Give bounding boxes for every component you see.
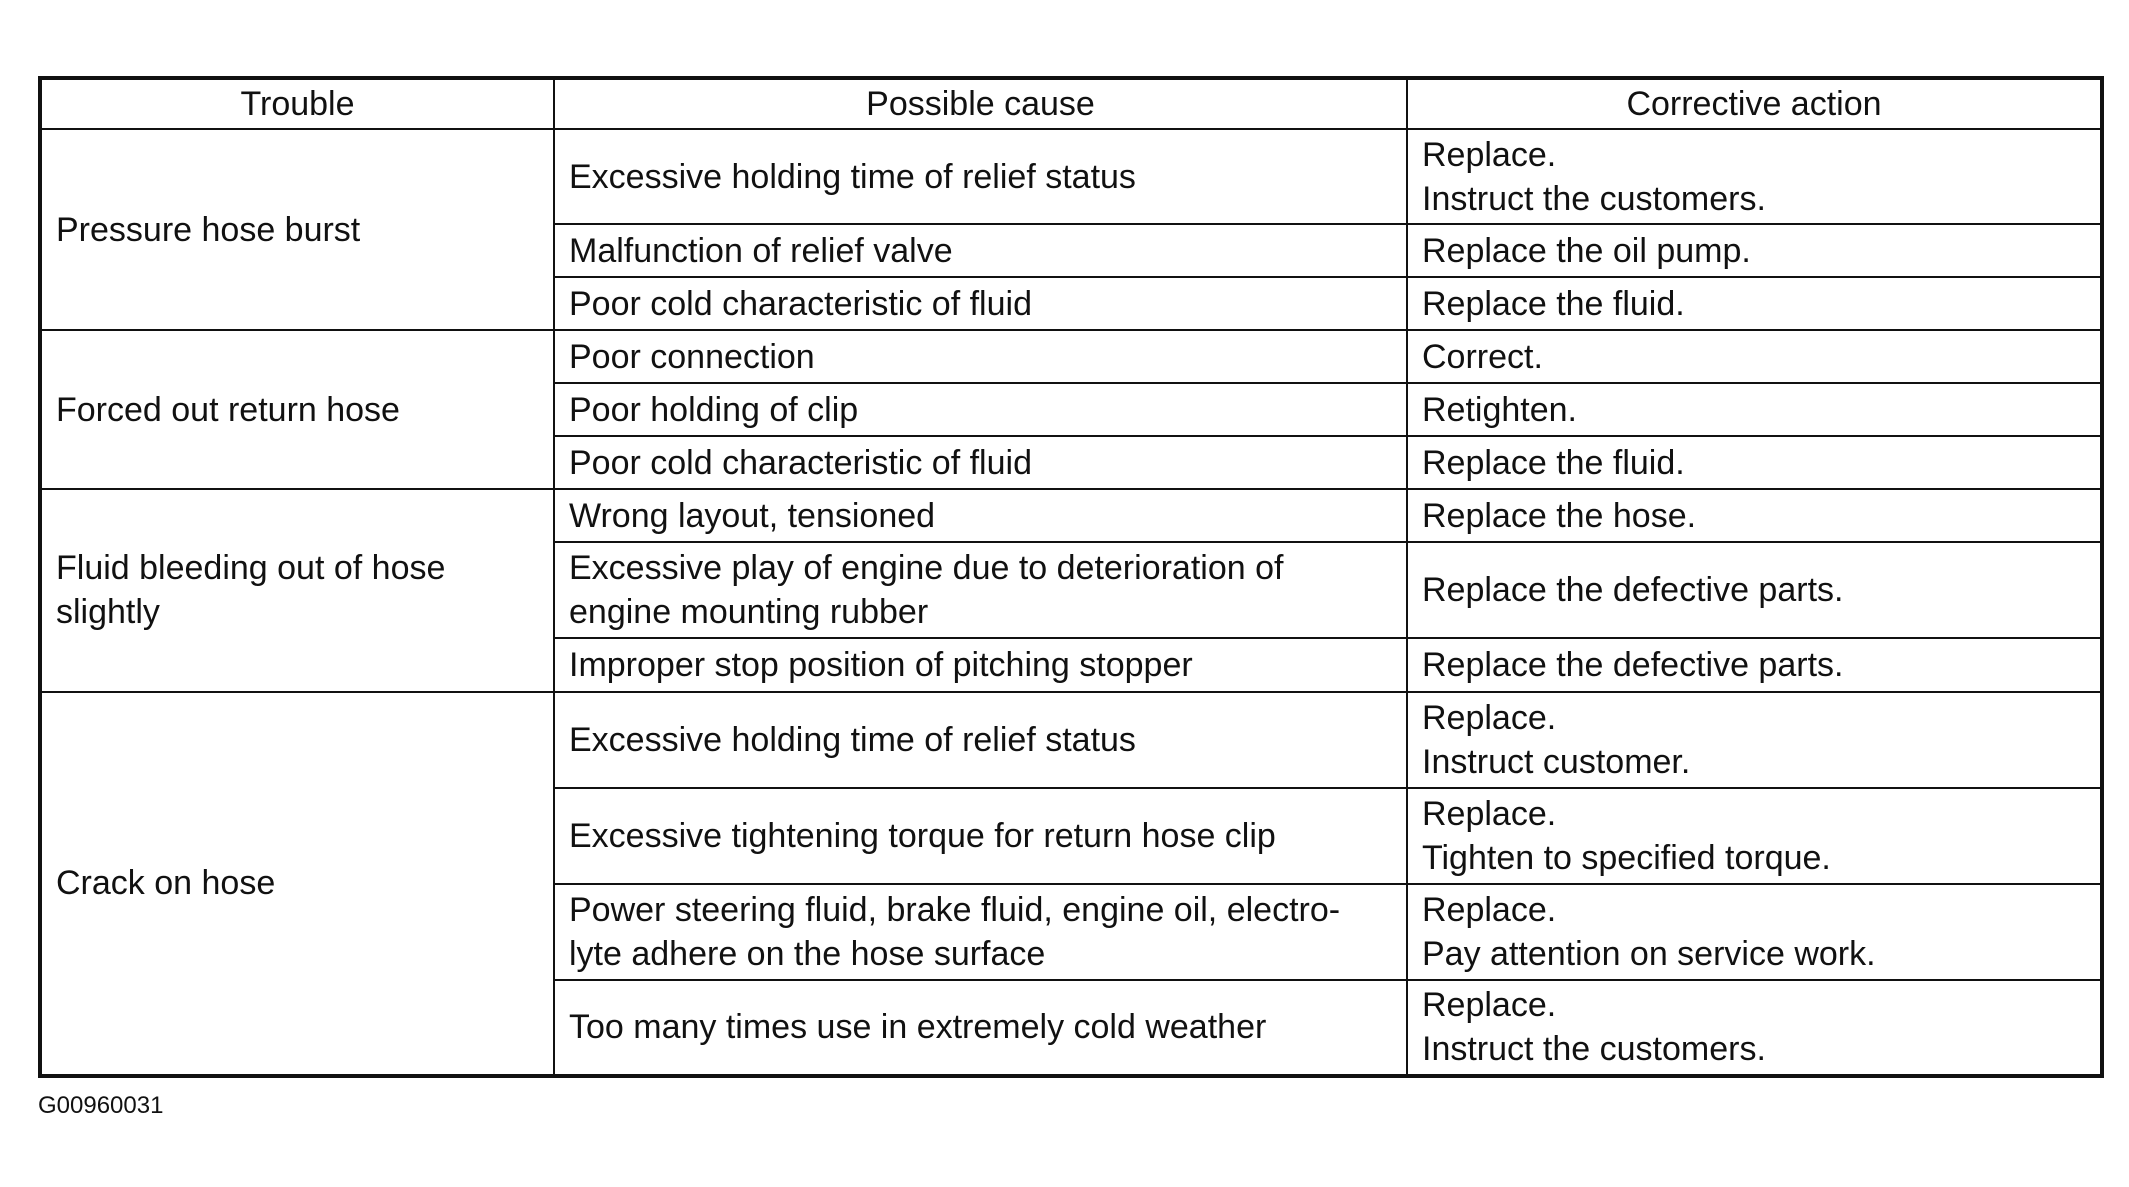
action-cell [1407, 884, 2102, 980]
cause-cell: Wrong layout, tensioned [554, 489, 1407, 542]
cause-cell: Excessive tightening torque for return hose clip [554, 788, 1407, 884]
action-line: Correct. [1422, 337, 1543, 376]
header-trouble: Trouble [40, 78, 554, 129]
cause-cell: Poor holding of clip [554, 383, 1407, 436]
table-row [40, 489, 2102, 542]
action-line: Instruct customer. [1422, 742, 1691, 781]
action-cell [1407, 277, 2102, 330]
cause-cell: Power steering fluid, brake fluid, engine oil, electro-lyte adhere on the hose surface [554, 884, 1407, 980]
cause-cell: Malfunction of relief valve [554, 224, 1407, 277]
cause-cell: Too many times use in extremely cold weather [554, 980, 1407, 1076]
action-line: Replace the fluid. [1422, 284, 1685, 323]
action-cell [1407, 224, 2102, 277]
table-row [40, 330, 2102, 383]
troubleshooting-table [38, 76, 2104, 1078]
cause-cell: Excessive holding time of relief status [554, 129, 1407, 224]
action-line: Replace. [1422, 794, 1557, 833]
action-line: Replace the fluid. [1422, 443, 1685, 482]
action-cell [1407, 436, 2102, 489]
cause-cell: Poor cold characteristic of fluid [554, 277, 1407, 330]
action-cell [1407, 980, 2102, 1076]
table-header-row [40, 78, 2102, 129]
action-line: Pay attention on service work. [1422, 934, 1876, 973]
action-line: Tighten to specified torque. [1422, 838, 1831, 877]
action-line: Replace the oil pump. [1422, 231, 1751, 270]
action-line: Retighten. [1422, 390, 1577, 429]
action-cell [1407, 489, 2102, 542]
cause-cell: Excessive holding time of relief status [554, 692, 1407, 788]
action-line: Replace. [1422, 135, 1557, 174]
figure-code: G00960031 [38, 1092, 164, 1119]
trouble-cell: Crack on hose [40, 692, 554, 1076]
action-cell [1407, 383, 2102, 436]
action-line: Replace. [1422, 986, 1557, 1025]
cause-cell: Improper stop position of pitching stopper [554, 638, 1407, 691]
action-line: Replace the defective parts. [1422, 645, 1844, 684]
action-line: Instruct the customers. [1422, 1030, 1766, 1069]
action-cell [1407, 542, 2102, 638]
action-cell [1407, 788, 2102, 884]
trouble-cell: Forced out return hose [40, 330, 554, 489]
action-line: Replace. [1422, 890, 1557, 929]
action-cell [1407, 692, 2102, 788]
trouble-cell: Pressure hose burst [40, 129, 554, 330]
action-line: Replace the hose. [1422, 496, 1697, 535]
action-line: Instruct the customers. [1422, 179, 1766, 218]
action-line: Replace the defective parts. [1422, 571, 1844, 610]
cause-cell: Poor cold characteristic of fluid [554, 436, 1407, 489]
table-row [40, 129, 2102, 224]
header-corrective-action: Corrective action [1407, 78, 2102, 129]
cause-cell: Poor connection [554, 330, 1407, 383]
cause-cell: Excessive play of engine due to deterioration of engine mounting rubber [554, 542, 1407, 638]
action-cell [1407, 330, 2102, 383]
action-line: Replace. [1422, 698, 1557, 737]
trouble-cell: Fluid bleeding out of hose slightly [40, 489, 554, 691]
table-row [40, 692, 2102, 788]
header-possible-cause: Possible cause [554, 78, 1407, 129]
action-cell [1407, 638, 2102, 691]
action-cell [1407, 129, 2102, 224]
